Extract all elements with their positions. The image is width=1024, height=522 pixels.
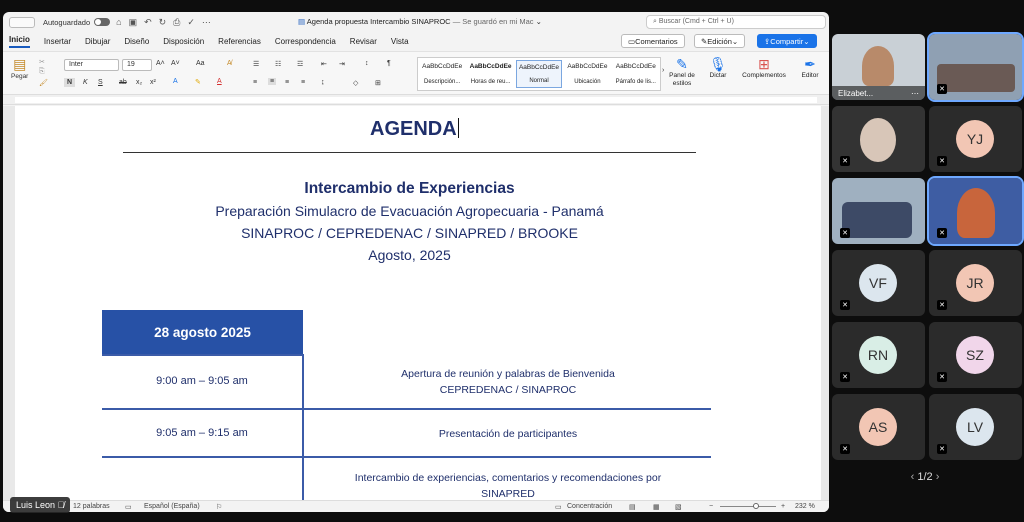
participant-tile[interactable] (929, 322, 1022, 388)
document-icon: ▤ (298, 17, 307, 26)
tab-referencias[interactable]: Referencias (218, 37, 261, 46)
chevron-down-icon: ⌄ (803, 36, 810, 46)
speaker-name-label (10, 497, 70, 513)
dictate-label: Dictar (709, 72, 727, 79)
comments-label: Comentarios (635, 36, 678, 46)
mic-muted-icon: ✕ (840, 300, 850, 310)
style-parrafo-lista[interactable] (613, 60, 659, 88)
text-effects-icon[interactable]: A (173, 78, 178, 85)
title-bar (3, 12, 829, 32)
numbering-icon[interactable]: ☷ (275, 61, 282, 68)
participant-name: Elizabet... (838, 89, 874, 98)
participant-tile[interactable] (832, 394, 925, 460)
tab-vista[interactable]: Vista (390, 37, 409, 46)
comments-button[interactable] (621, 34, 685, 48)
style-name: Horas de reu... (470, 79, 511, 85)
participant-avatar: RN (859, 336, 897, 374)
accessibility-icon[interactable]: ⚐ (216, 504, 223, 511)
participant-tile[interactable] (832, 34, 925, 100)
edit-mode-button[interactable] (694, 34, 745, 48)
styles-pane-button[interactable] (667, 56, 697, 88)
sort-icon[interactable]: ↕ (365, 60, 369, 67)
edit-mode-label: Edición (707, 36, 732, 46)
zoom-slider[interactable] (720, 506, 776, 507)
line-spacing-icon[interactable]: ↨ (321, 79, 325, 86)
mic-muted-icon: ✕ (840, 156, 850, 166)
subscript-icon[interactable]: x₂ (136, 79, 143, 86)
row-description-line: CEPREDENAC / SINAPROC (439, 384, 577, 396)
paste-button[interactable] (11, 56, 28, 80)
language-status[interactable]: Español (España) (144, 503, 200, 510)
styles-gallery (417, 57, 661, 91)
redo-icon[interactable]: ↻ (158, 16, 167, 27)
style-sample: AaBbCcDdEe (422, 63, 463, 70)
focus-icon[interactable]: ▭ (555, 504, 562, 511)
document-title[interactable] (298, 17, 542, 26)
ribbon-tabs (3, 32, 829, 51)
agenda-title (370, 118, 459, 141)
search-input[interactable] (646, 15, 826, 29)
editor-button[interactable] (797, 56, 823, 80)
more-icon[interactable]: ⋯ (201, 16, 211, 27)
editor-icon: ✒ (804, 56, 816, 72)
font-name-value: Inter (69, 61, 84, 68)
change-case-icon[interactable]: Aa (196, 60, 205, 67)
participant-avatar: LV (956, 408, 994, 446)
style-descripcion[interactable] (419, 60, 465, 88)
check-icon[interactable]: ✓ (187, 16, 195, 27)
addins-icon: ⊞ (758, 56, 770, 72)
font-color-icon[interactable]: A (217, 78, 222, 85)
row-description-line: SINAPRED (481, 488, 535, 500)
chevron-right-icon[interactable]: › (935, 471, 940, 483)
chevron-down-icon: ⌄ (731, 36, 739, 46)
mic-muted-icon: ✕ (937, 156, 947, 166)
style-ubicacion[interactable] (564, 60, 610, 88)
bullets-icon[interactable]: ☰ (253, 61, 260, 68)
participant-avatar: SZ (956, 336, 994, 374)
zoom-slider-thumb[interactable] (753, 503, 759, 509)
multilevel-list-icon[interactable]: ☲ (297, 61, 304, 68)
table-row-divider (102, 456, 711, 458)
tab-revisar[interactable]: Revisar (349, 37, 377, 46)
tab-inicio[interactable]: Inicio (9, 35, 30, 48)
font-size-value: 19 (127, 61, 135, 68)
dictate-button[interactable] (705, 56, 731, 80)
search-icon: ⌕ (653, 18, 659, 25)
mic-muted-icon: ✕ (937, 84, 947, 94)
bold-icon[interactable]: N (64, 78, 75, 87)
participant-avatar: AS (859, 408, 897, 446)
participant-tile[interactable] (832, 106, 925, 172)
tab-disposicion[interactable]: Disposición (163, 37, 205, 46)
style-sample: AaBbCcDdEe (615, 63, 656, 70)
row-description-line: Intercambio de experiencias, comentarios y recomendaciones por (354, 472, 662, 484)
read-mode-icon[interactable]: ▧ (675, 504, 682, 511)
more-icon[interactable]: ⋯ (911, 89, 919, 98)
row-description-line: Presentación de participantes (438, 428, 578, 440)
tab-dibujar[interactable]: Dibujar (85, 37, 111, 46)
table-row-divider (102, 408, 711, 410)
participant-tile[interactable] (929, 178, 1022, 244)
mic-muted-icon: ✕ (840, 444, 850, 454)
format-painter-icon[interactable]: 🖌 (39, 80, 48, 87)
ruler-track (15, 97, 817, 103)
row-time: 9:00 am – 9:05 am (156, 375, 248, 387)
italic-icon[interactable]: K (83, 79, 88, 86)
align-center-icon[interactable]: ≡ (270, 78, 275, 85)
font-name-select[interactable] (64, 59, 119, 71)
search-placeholder: Buscar (Cmd + Ctrl + U) (658, 18, 734, 25)
share-icon: ⇪ (764, 36, 771, 46)
page-indicator: 1/2 (917, 471, 933, 483)
justify-icon[interactable]: ≡ (301, 79, 306, 86)
clipboard-icon: ▤ (13, 56, 27, 72)
gallery-pager (900, 471, 950, 483)
style-sample: AaBbCcDdEe (567, 63, 608, 70)
share-label: Compartir (770, 36, 804, 46)
decrease-indent-icon[interactable]: ⇤ (321, 61, 327, 68)
word-window (3, 12, 829, 512)
style-sample: AaBbCcDdEe (518, 64, 560, 71)
underline-icon[interactable]: S (98, 79, 103, 86)
shrink-font-icon[interactable]: A˅ (171, 60, 180, 67)
copy-icon[interactable]: ⎘ (39, 68, 45, 75)
grow-font-icon[interactable]: A˄ (156, 60, 165, 67)
style-name: Normal (529, 78, 549, 84)
table-column-divider (302, 354, 304, 502)
status-bar (3, 500, 829, 512)
style-horas[interactable] (467, 60, 513, 88)
style-name: Descripción... (424, 79, 461, 85)
row-time: 9:05 am – 9:15 am (156, 427, 248, 439)
style-sample: AaBbCcDdEe (469, 63, 512, 70)
addins-button[interactable] (737, 56, 791, 80)
borders-icon[interactable]: ⊞ (375, 80, 381, 87)
chevron-left-icon[interactable]: ‹ (910, 471, 915, 483)
ribbon-toolbar (3, 51, 829, 95)
cut-icon[interactable]: ✂ (39, 59, 45, 66)
participant-video (842, 202, 912, 238)
save-icon[interactable]: ▣ (128, 16, 138, 27)
participant-name-bar (832, 86, 925, 100)
mic-muted-icon: ✕ (937, 228, 947, 238)
zoom-out-icon[interactable]: − (709, 503, 714, 510)
editor-label: Editor (801, 72, 819, 79)
participant-tile[interactable] (832, 178, 925, 244)
superscript-icon[interactable]: x² (150, 79, 156, 86)
font-size-select[interactable] (122, 59, 152, 71)
zoom-in-icon[interactable]: + (781, 503, 786, 510)
participant-video (937, 64, 1015, 92)
word-count[interactable]: 12 palabras (73, 503, 110, 510)
text-cursor (458, 118, 459, 138)
clear-format-icon[interactable]: A̸ (227, 60, 232, 67)
comment-icon: ▭ (628, 36, 636, 46)
style-name: Párrafo de lis... (615, 79, 656, 85)
horizontal-rule (123, 152, 696, 153)
proofing-icon[interactable]: ▭ (125, 504, 132, 511)
shading-icon[interactable]: ◇ (353, 80, 359, 87)
paste-label: Pegar (11, 73, 29, 80)
speaker-name: Luis Leon (16, 500, 56, 510)
document-canvas (3, 106, 829, 502)
undo-icon[interactable]: ↶ (144, 16, 152, 27)
share-button[interactable] (757, 34, 817, 48)
align-right-icon[interactable]: ≡ (285, 79, 290, 86)
mic-muted-icon: ✕ (840, 228, 850, 238)
mic-muted-icon: ✕ (840, 372, 850, 382)
pencil-icon: ✎ (701, 36, 708, 46)
highlight-icon[interactable]: ✎ (195, 79, 201, 86)
document-name: Agenda propuesta Intercambio SINAPROC (306, 17, 451, 26)
ruler[interactable] (3, 95, 829, 105)
row-description (305, 366, 711, 398)
mic-muted-icon: ✕ (937, 372, 947, 382)
styles-pane-icon: ✎ (676, 56, 688, 72)
participant-tile[interactable] (929, 106, 1022, 172)
mic-muted-icon: ✕ (937, 444, 947, 454)
show-marks-icon[interactable]: ¶ (387, 60, 391, 67)
saved-status: — Se guardó en mi Mac (452, 17, 534, 26)
zoom-level[interactable]: 232 % (795, 503, 815, 510)
participant-tile[interactable] (929, 394, 1022, 460)
align-left-icon[interactable]: ≡ (253, 79, 258, 86)
print-layout-icon[interactable]: ▤ (629, 504, 636, 511)
web-layout-icon[interactable]: ▦ (653, 504, 660, 511)
participant-avatar: VF (859, 264, 897, 302)
participant-video (860, 118, 896, 162)
participant-tile[interactable] (929, 250, 1022, 316)
subtitle-1: Preparación Simulacro de Evacuación Agropecuaria - Panamá (215, 203, 604, 219)
table-row-divider (102, 354, 303, 356)
autosave-label: Autoguardado (43, 17, 91, 27)
microphone-icon: 🎙 (709, 56, 727, 72)
heading: Intercambio de Experiencias (304, 180, 515, 197)
home-icon[interactable]: ⌂ (116, 17, 122, 27)
participant-video (957, 188, 995, 238)
chevron-down-icon: ⌄ (535, 17, 542, 26)
row-description-line: Apertura de reunión y palabras de Bienvenida (401, 368, 615, 380)
tab-insertar[interactable]: Insertar (43, 37, 72, 46)
participant-tile[interactable] (832, 322, 925, 388)
date-header-cell: 28 agosto 2025 (102, 310, 303, 354)
participant-avatar: YJ (956, 120, 994, 158)
row-description (305, 426, 711, 442)
strikethrough-icon[interactable]: ab (119, 79, 127, 86)
increase-indent-icon[interactable]: ⇥ (339, 61, 345, 68)
participant-video (862, 46, 894, 86)
tab-correspondencia[interactable]: Correspondencia (274, 37, 336, 46)
style-name: Ubicación (574, 79, 601, 85)
agenda-title-text: AGENDA (370, 118, 457, 140)
style-normal[interactable] (516, 60, 562, 88)
row-description (305, 470, 711, 502)
print-icon[interactable]: ⎙ (173, 16, 181, 27)
subtitle-2: SINAPROC / CEPREDENAC / SINAPRED / BROOKE (241, 225, 578, 241)
addins-label: Complementos (742, 72, 786, 79)
chevron-right-icon[interactable]: › (662, 67, 665, 74)
autosave-toggle[interactable] (94, 18, 110, 26)
sidebar-toggle-button[interactable] (9, 17, 35, 28)
mic-muted-icon: 🎙̸ (57, 500, 65, 510)
styles-pane-label: Panel de estilos (669, 72, 695, 87)
participant-avatar: JR (956, 264, 994, 302)
document-page[interactable] (15, 106, 821, 502)
focus-mode[interactable]: Concentración (567, 503, 613, 510)
mic-muted-icon: ✕ (937, 300, 947, 310)
participant-tile[interactable] (929, 34, 1022, 100)
subtitle-3: Agosto, 2025 (368, 247, 451, 263)
tab-diseno[interactable]: Diseño (124, 37, 150, 46)
participant-tile[interactable] (832, 250, 925, 316)
